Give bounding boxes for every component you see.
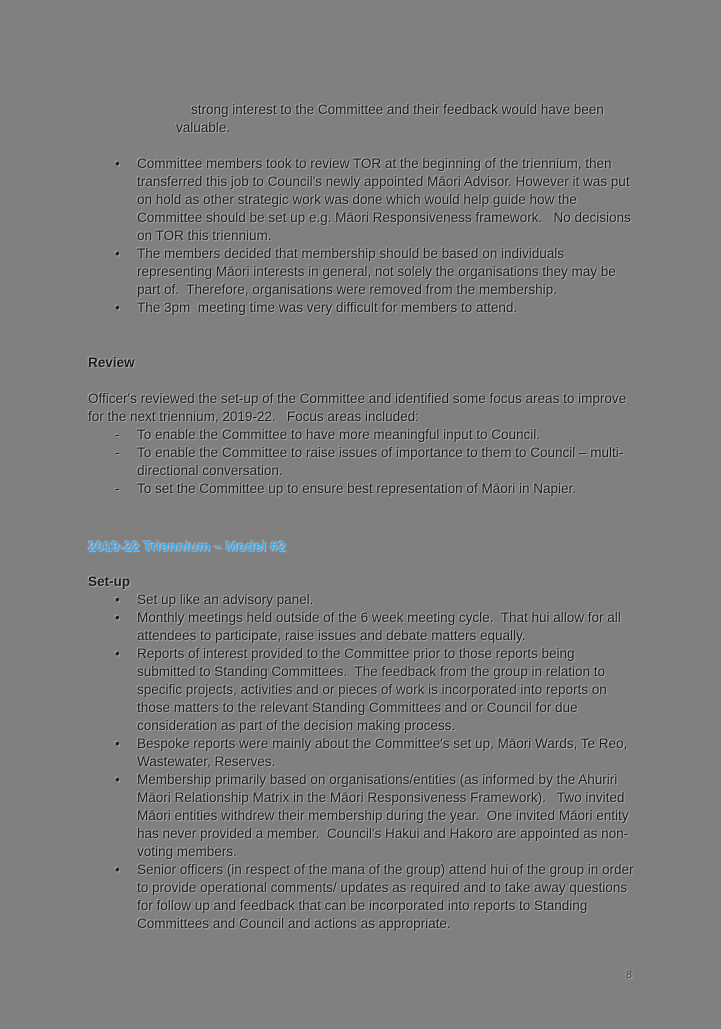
list-item [88,299,635,317]
list-item-text: The members decided that membership should be based on individuals representing Māori interests in general, not solely the organisations they may be part of. Therefore, organisations were removed from the membership. [137,246,620,297]
list-item-text: To enable the Committee to have more meaningful input to Council. [137,427,540,442]
setup-heading: Set-up [88,574,130,589]
dash-marker: - [115,445,120,460]
bullet-marker: • [115,300,120,315]
bullet-marker: • [115,736,120,751]
list-item [88,245,635,299]
dash-marker: - [115,427,120,442]
page-number: 8 [625,969,632,981]
list-item [88,155,635,245]
list-item [88,444,635,480]
list-item-text: Bespoke reports were mainly about the Committee's set up, Māori Wards, Te Reo, Wastewater, Reserves. [137,736,632,769]
bullet-marker: • [115,646,120,661]
setup-list [88,591,638,933]
triennium-issues-list [88,155,635,317]
list-item-text: Set up like an advisory panel. [137,592,314,607]
review-heading: Review [88,355,135,370]
review-paragraph: Officer's reviewed the set-up of the Committee and identified some focus areas to improve for the next triennium, 2019-22. Focus areas included: [88,391,630,424]
list-item [88,426,635,444]
bullet-marker: • [115,592,120,607]
list-item [88,861,638,933]
list-item [88,609,635,645]
carryover-text [176,83,635,155]
focus-areas-list [88,426,635,498]
list-item [88,480,635,498]
bullet-marker: • [115,610,120,625]
list-item-text: Monthly meetings held outside of the 6 week meeting cycle. That hui allow for all attendees to participate, raise issues and debate matters equally. [137,610,625,643]
bullet-marker: • [115,862,120,877]
list-item [88,591,635,609]
dash-marker: - [115,481,120,496]
list-item-text: Senior officers (in respect of the mana of the group) attend hui of the group in order to provide operational comments/ updates as required and to take away questions for follow up and feedback that can be incorporated into reports to Standing Committees and Council and actions as appropriate. [137,862,638,931]
list-item [88,645,635,735]
carryover-text-content: strong interest to the Committee and their feedback would have been valuable. [176,102,608,135]
bullet-marker: • [115,772,120,787]
list-item-text: Committee members took to review TOR at the beginning of the triennium, then transferred this job to Council's newly appointed Māori Advisor. However it was put on hold as other strategic work was done which would help guide how the Committee should be set up e.g. Māori Responsiveness framework. No decisions on TOR this triennium. [137,156,635,243]
list-item-text: Membership primarily based on organisations/entities (as informed by the Ahuriri Māori Relationship Matrix in the Māori Responsiveness Framework). Two invited Māori entities withdrew their membership during the year. One invited Māori entity has never provided a member. Council's Hakui and Hakoro are appointed as non-voting members. [137,772,633,859]
list-item [88,771,635,861]
model-2-heading: 2019-22 Triennium – Model #2 [88,538,286,554]
list-item-text: To set the Committee up to ensure best representation of Māori in Napier. [137,481,576,496]
list-item-text: To enable the Committee to raise issues of importance to them to Council – multi-directional conversation. [137,445,624,478]
bullet-marker: • [115,246,120,261]
list-item-text: The 3pm meeting time was very difficult for members to attend. [137,300,518,315]
list-item-text: Reports of interest provided to the Committee prior to those reports being submitted to Standing Committees. The feedback from the group in relation to specific projects, activities and or pieces of work is incorporated into reports on those matters to the relevant Standing Committees and or Council for due consideration as part of the decision making process. [137,646,611,733]
list-item [88,735,635,771]
bullet-marker: • [115,156,120,171]
